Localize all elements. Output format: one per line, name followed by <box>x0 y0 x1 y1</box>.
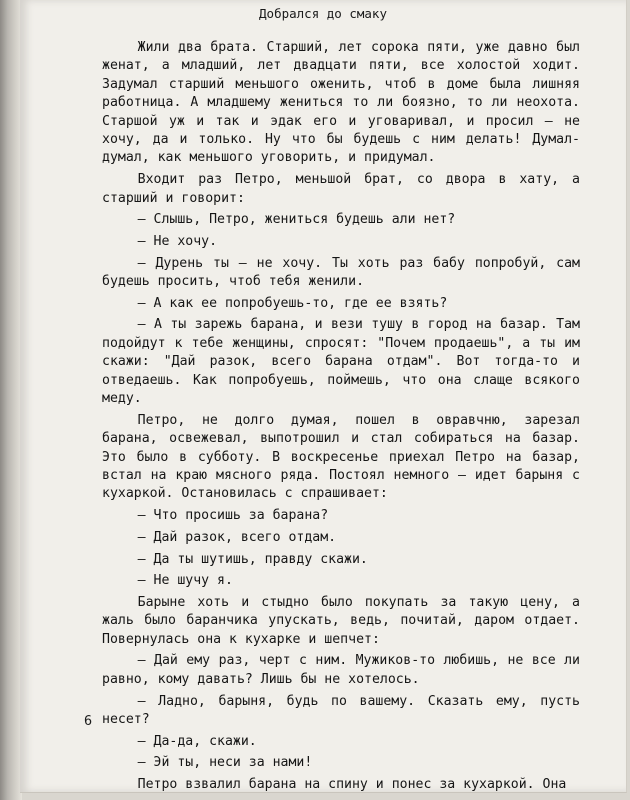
page-number: 6 <box>84 713 93 729</box>
dialogue-line: — Слышь, Петро, жениться будешь али нет? <box>137 212 456 228</box>
dialogue-line: — А ты зарежь барана, и вези тушу в город на базар. Там подойдут к тебе женщины, спросят: "Почем продаешь", а ты им скажи: "Дай разок, всего барана отдам". Вот тогда-то и отведаешь. Как попробуешь, поймешь, что она слаще всякого меду. <box>102 317 580 407</box>
dialogue-line: — Эй ты, неси за нами! <box>137 755 313 771</box>
dialogue-line: — Дай разок, всего отдам. <box>137 529 337 545</box>
dialogue-line: — Что просишь за барана? <box>137 508 329 524</box>
paper-sheet <box>20 0 627 793</box>
body-text <box>102 39 580 794</box>
dialogue-line: — Да ты шутишь, правду скажи. <box>137 551 368 567</box>
dialogue-line: — А как ее попробуешь-то, где ее взять? <box>137 295 448 311</box>
dialogue-line: — Не хочу. <box>137 233 218 249</box>
dialogue-line: — Не шучу я. <box>137 573 233 589</box>
paragraph: Входит раз Петро, меньшой брат, со двора в хату, а старший и говорит: <box>102 172 580 206</box>
dialogue-line: — Дай ему раз, черт с ним. Мужиков-то любишь, не все ли равно, кому давать? Лишь бы не хотелось. <box>102 653 580 687</box>
dialogue-line: — Дурень ты — не хочу. Ты хоть раз бабу попробуй, сам будешь просить, чтоб тебя женили. <box>102 255 580 290</box>
paragraph: Барыне хоть и стыдно было покупать за такую цену, а жаль было баранчика упускать, ведь, почитай, даром отдает. Повернулась она к кухарке и шепчет: <box>102 594 580 647</box>
dialogue-line: — Ладно, барыня, будь по вашему. Сказать ему, пусть несет? <box>102 693 580 727</box>
paragraph: Петро взвалил барана на спину и понес за кухаркой. Она <box>137 777 567 793</box>
paragraph: Петро, не долго думая, пошел в овравчню, зарезал барана, освежевал, выпотрошил и стал собираться на базар. Это было в субботу. В воскресенье приехал Петро на базар, встал на краю мясного ряда. Постоял немного — идет барыня с кухаркой. Остановилась с спрашивает: <box>102 412 580 502</box>
page-title: Добрался до смаку <box>259 6 387 21</box>
paragraph: Жили два брата. Старший, лет сорока пяти, уже давно был женат, а младший, лет двадцати пяти, все холостой ходит. Задумал старший меньшого оженить, чтоб в доме была лишняя работница. А младшему жениться то ли боязно, то ли неохота. Старшой уж и так и эдак его и уговаривал, и просил — не хочу, да и только. Ну что бы будешь с ним делать! Думал-думал, как меньшого уговорить, и придумал. <box>102 40 580 166</box>
book-binding-shadow <box>0 0 22 800</box>
dialogue-line: — Да-да, скажи. <box>137 733 257 749</box>
